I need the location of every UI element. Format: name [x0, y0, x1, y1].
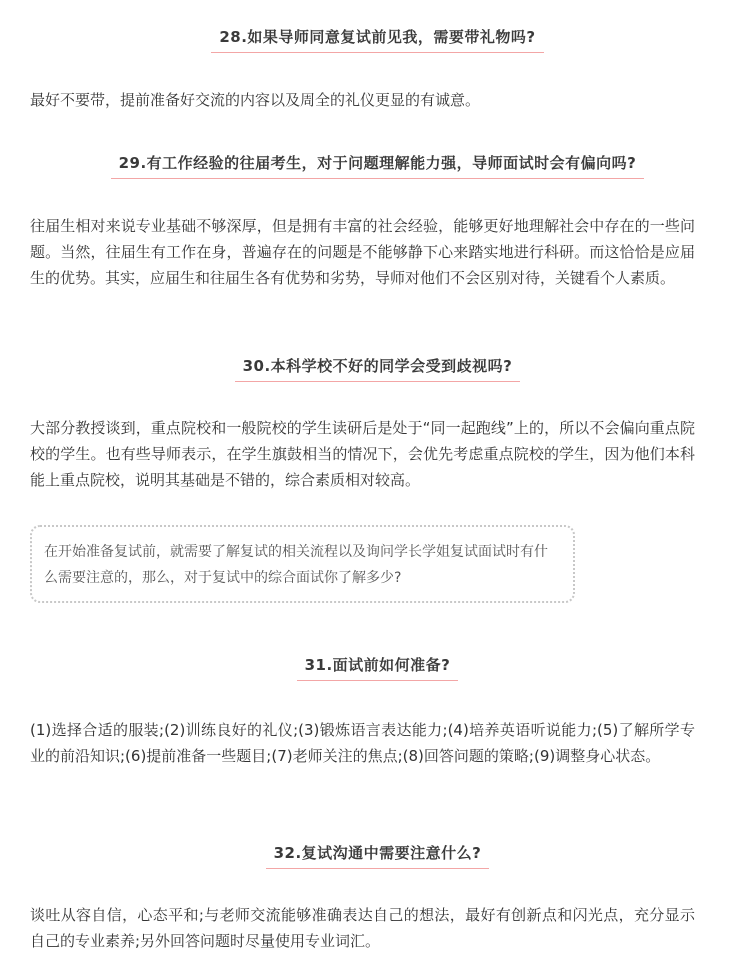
section-32-title — [0, 842, 755, 869]
section-28-body: 最好不要带，提前准备好交流的内容以及周全的礼仪更显的有诚意。 — [30, 91, 481, 109]
section-31-title-text: 31.面试前如何准备? — [297, 654, 459, 681]
section-29-title-text: 29.有工作经验的往届考生，对于问题理解能力强，导师面试时会有偏向吗? — [111, 152, 645, 179]
section-29-title — [0, 152, 755, 179]
section-30-title — [0, 355, 755, 382]
section-28-title — [0, 26, 755, 53]
section-32-title-text: 32.复试沟通中需要注意什么? — [266, 842, 490, 869]
section-28-title-text: 28.如果导师同意复试前见我，需要带礼物吗? — [211, 26, 543, 53]
section-29-body: 往届生相对来说专业基础不够深厚，但是拥有丰富的社会经验，能够更好地理解社会中存在的一些问题。当然，往届生有工作在身，普遍存在的问题是不能够静下心来踏实地进行科研。而这恰恰是应届生的优势。其实，应届生和往届生各有优势和劣势，导师对他们不会区别对待，关键看个人素质。 — [30, 217, 695, 287]
section-30-body: 大部分教授谈到，重点院校和一般院校的学生读研后是处于“同一起跑线”上的，所以不会偏向重点院校的学生。也有些导师表示，在学生旗鼓相当的情况下，会优先考虑重点院校的学生，因为他们本科能上重点院校，说明其基础是不错的，综合素质相对较高。 — [30, 419, 695, 489]
callout-text: 在开始准备复试前，就需要了解复试的相关流程以及询问学长学姐复试面试时有什么需要注意的，那么，对于复试中的综合面试你了解多少? — [44, 544, 548, 586]
section-31-title — [0, 654, 755, 681]
section-32-body: 谈吐从容自信，心态平和;与老师交流能够准确表达自己的想法，最好有创新点和闪光点，充分显示自己的专业素养;另外回答问题时尽量使用专业词汇。 — [30, 906, 695, 950]
section-31-body: (1)选择合适的服装;(2)训练良好的礼仪;(3)锻炼语言表达能力;(4)培养英语听说能力;(5)了解所学专业的前沿知识;(6)提前准备一些题目;(7)老师关注的焦点;(8)回答问题的策略;(9)调整身心状态。 — [30, 721, 695, 765]
callout-box — [30, 525, 575, 603]
section-30-title-text: 30.本科学校不好的同学会受到歧视吗? — [235, 355, 521, 382]
